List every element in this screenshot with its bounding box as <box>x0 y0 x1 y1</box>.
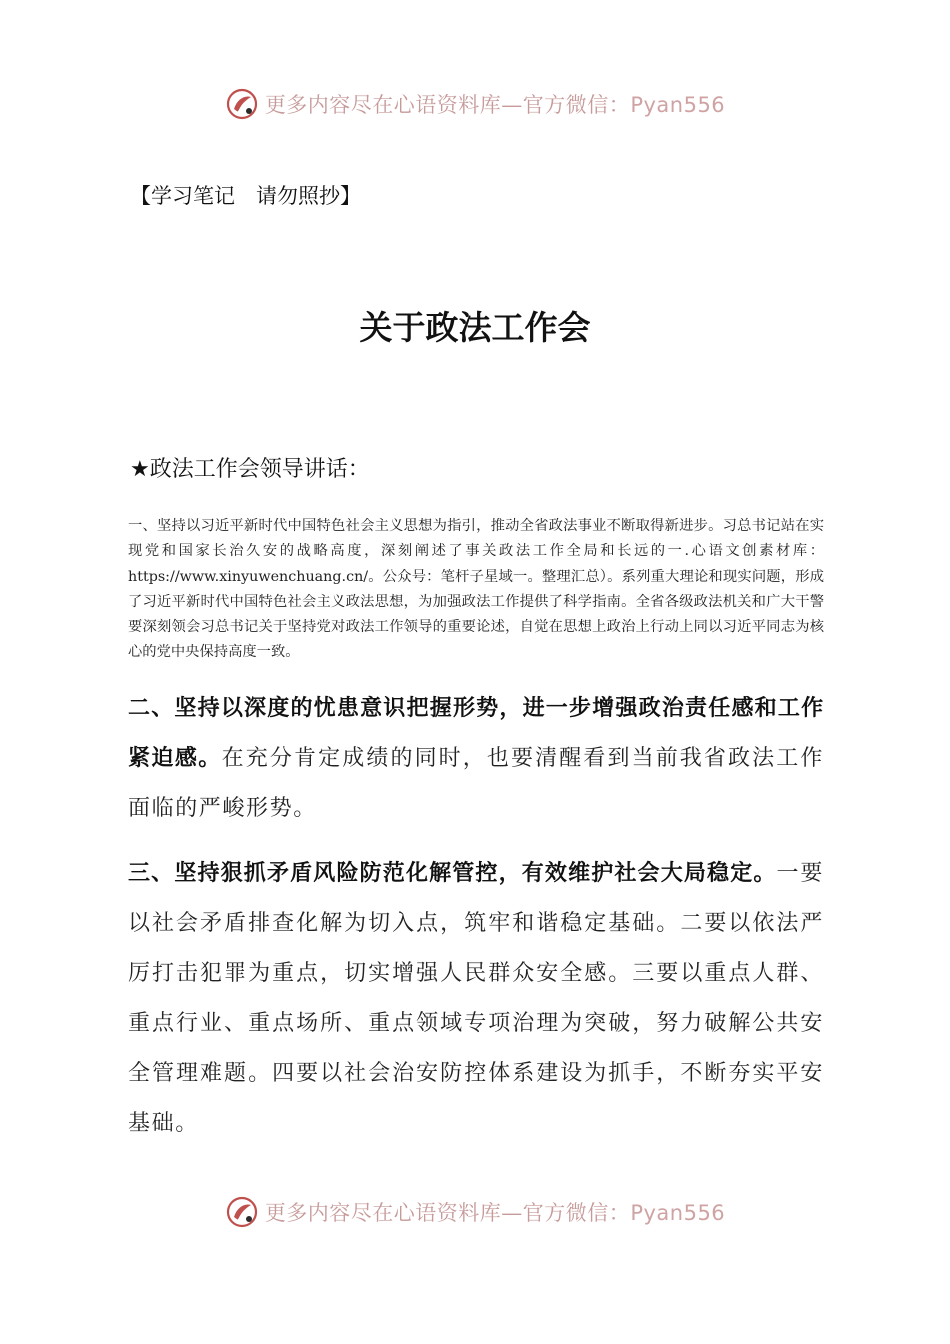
watermark-footer <box>0 1192 950 1232</box>
watermark-main: 更多内容尽在心语资料库—官方微信： <box>264 1201 631 1225</box>
watermark-wechat-id: Pyan556 <box>630 93 726 117</box>
paragraph-3-heading: 三、坚持狠抓矛盾风险防范化解管控，有效维护社会大局稳定。 <box>128 861 777 886</box>
watermark-header <box>0 84 950 124</box>
paragraph-2-heading: 二、坚持以深度的忧患意识把握形势，进一步增强政治责任感和工作紧迫感。 <box>128 696 824 771</box>
watermark-wechat-id: Pyan556 <box>630 1201 726 1225</box>
paragraph-2 <box>128 684 824 834</box>
paragraph-1: 一、坚持以习近平新时代中国特色社会主义思想为指引，推动全省政法事业不断取得新进步。习总书记站在实现党和国家长治久安的战略高度，深刻阐述了事关政法工作全局和长远的一.心语文创素材库：https://www.xinyuwenchuang.cn/。公众号：笔杆子星域一。整理汇总）。系列重大理论和现实问题，形成了习近平新时代中国特色社会主义政法思想，为加强政法工作提供了科学指南。全省各级政法机关和广大干警要深刻领会习总书记关于坚持党对政法工作领导的重要论述，自觉在思想上政治上行动上同以习近平同志为核心的党中央保持高度一致。 <box>128 518 824 661</box>
watermark-text <box>265 89 725 119</box>
watermark-text <box>265 1197 725 1227</box>
paragraph-2-body: 在充分肯定成绩的同时，也要清醒看到当前我省政法工作面临的严峻形势。 <box>128 746 824 821</box>
paragraph-3 <box>128 849 824 1149</box>
document-title: 关于政法工作会 <box>359 308 591 347</box>
paragraph-3-body: 一要以社会矛盾排查化解为切入点，筑牢和谐稳定基础。二要以依法严厉打击犯罪为重点，切实增强人民群众安全感。三要以重点人群、重点行业、重点场所、重点领域专项治理为突破，努力破解公共安全管理难题。四要以社会治安防控体系建设为抓手，不断夯实平安基础。 <box>128 861 825 1136</box>
study-note-label: 【学习笔记 请勿照抄】 <box>130 184 361 208</box>
brand-logo-icon <box>225 1195 259 1229</box>
brand-logo-icon <box>225 87 259 121</box>
section-heading: ★政法工作会领导讲话： <box>130 457 370 482</box>
watermark-main: 更多内容尽在心语资料库—官方微信： <box>264 93 631 117</box>
